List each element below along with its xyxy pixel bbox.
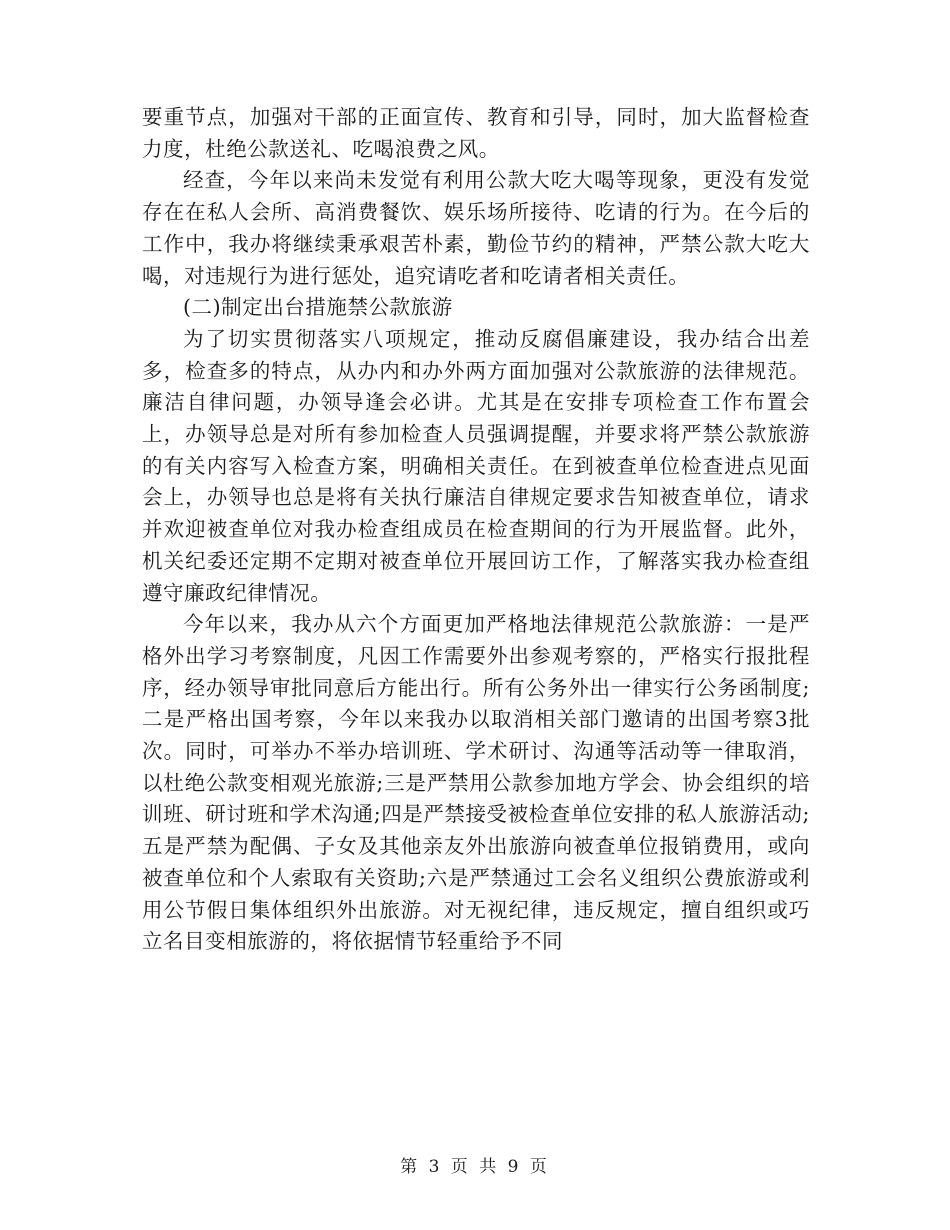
page-number-footer: 第 3 页 共 9 页 <box>400 1157 550 1177</box>
section-heading: (二)制定出台措施禁公款旅游 <box>183 295 453 320</box>
paragraph-inspection-result: 经查，今年以来尚未发觉有利用公款大吃大喝等现象，更没有发觉存在在私人会所、高消费餐饮、娱乐场所接待、吃请的行为。在今后的工作中，我办将继续秉承艰苦朴素，勤俭节约的精神，严禁公款大吃大喝，对违规行为进行惩处，追究请吃者和吃请者相关责任。 <box>142 168 810 288</box>
document-body <box>142 102 810 958</box>
paragraph-measures: 为了切实贯彻落实八项规定，推动反腐倡廉建设，我办结合出差多，检查多的特点，从办内和办外两方面加强对公款旅游的法律规范。廉洁自律问题，办领导逢会必讲。尤其是在安排专项检查工作布置会上，办领导总是对所有参加检查人员强调提醒，并要求将严禁公款旅游的有关内容写入检查方案，明确相关责任。在到被查单位检查进点见面会上，办领导也总是将有关执行廉洁自律规定要求告知被查单位，请求并欢迎被查单位对我办检查组成员在检查期间的行为开展监督。此外，机关纪委还定期不定期对被查单位开展回访工作，了解落实我办检查组遵守廉政纪律情况。 <box>142 326 810 605</box>
paragraph-six-aspects: 今年以来，我办从六个方面更加严格地法律规范公款旅游：一是严格外出学习考察制度，凡因工作需要外出参观考察的，严格实行报批程序，经办领导审批同意后方能出行。所有公务外出一律实行公务函制度;二是严格出国考察，今年以来我办以取消相关部门邀请的出国考察3批次。同时，可举办不举办培训班、学术研讨、沟通等活动等一律取消，以杜绝公款变相观光旅游;三是严禁用公款参加地方学会、协会组织的培训班、研讨班和学术沟通;四是严禁接受被检查单位安排的私人旅游活动;五是严禁为配偶、子女及其他亲友外出旅游向被查单位报销费用，或向被查单位和个人索取有关资助;六是严禁通过工会名义组织公费旅游或利用公节假日集体组织外出旅游。对无视纪律，违反规定，擅自组织或巧立名目变相旅游的，将依据情节轻重给予不同 <box>142 612 810 954</box>
paragraph-continuation: 要重节点，加强对干部的正面宣传、教育和引导，同时，加大监督检查力度，杜绝公款送礼、吃喝浪费之风。 <box>142 105 810 161</box>
